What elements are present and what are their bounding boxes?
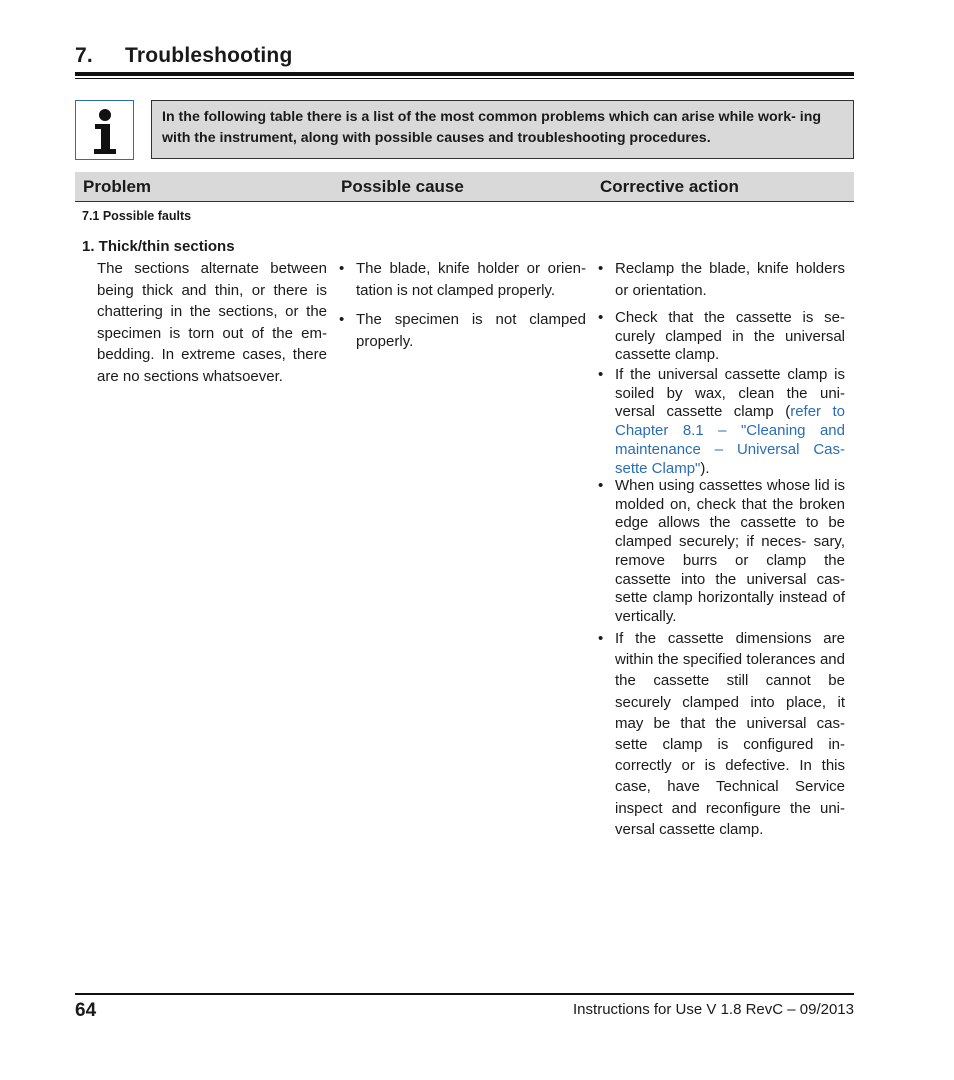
header-corrective-action: Corrective action — [600, 177, 739, 196]
chapter-number: 7. — [75, 44, 93, 67]
page-number: 64 — [75, 1000, 97, 1021]
heading-rule-thin — [75, 78, 854, 79]
bullet-icon: • — [598, 477, 604, 494]
document-version: Instructions for Use V 1.8 RevC – 09/2013 — [573, 1001, 854, 1018]
action-item — [598, 258, 845, 302]
heading-rule-thick — [75, 72, 854, 76]
action-text: Check that the cassette is se- curely clamped in the universal cassette clamp. — [615, 309, 845, 364]
action-text: Reclamp the blade, knife holders or orientation. — [615, 260, 845, 299]
section-label: 7.1 Possible faults — [82, 209, 192, 223]
footer-rule — [75, 993, 854, 995]
chapter-title — [75, 44, 292, 68]
cause-text: The specimen is not clamped properly. — [356, 311, 586, 350]
action-text: If the cassette dimensions are within the specified tolerances and the cassette still cannot be securely clamped into place, it may be that the universal cas- sette clamp is configured in- correctly or is defective. In this case, have Technical Service inspect and reconfigure the uni- versal cassette clamp. — [615, 630, 845, 838]
table-header — [75, 172, 854, 202]
cause-item — [339, 258, 586, 302]
bullet-icon: • — [598, 366, 604, 383]
bullet-icon: • — [339, 311, 345, 328]
action-text: If the universal cassette clamp is soiled by wax, clean the uni- versal cassette clamp ( — [615, 366, 845, 421]
info-note: In the following table there is a list of the most common problems which can arise while work- ing with the instrument, along with possible causes and troubleshooting procedures. — [151, 100, 854, 159]
bullet-icon: • — [339, 260, 345, 277]
bullet-icon: • — [598, 260, 604, 277]
header-problem: Problem — [83, 177, 152, 196]
action-item — [598, 366, 845, 478]
cause-text: The blade, knife holder or orien- tation is not clamped properly. — [356, 260, 586, 299]
cause-item — [339, 309, 586, 353]
problem-description: The sections alternate between being thick and thin, or there is chattering in the sections, or the specimen is torn out of the em- bedding. In extreme cases, there are no sections whatsoever. — [97, 260, 327, 385]
action-item — [598, 628, 845, 840]
action-item — [598, 477, 845, 627]
chapter-title-text: Troubleshooting — [125, 44, 293, 67]
info-icon — [75, 100, 134, 160]
action-text: When using cassettes whose lid is molded on, check that the broken edge allows the cassette to be clamped securely; if neces- sary, remove burrs or clamp the cassette into the universal cas- sette clamp horizontally instead of vertically. — [615, 477, 845, 625]
chapter-reference-link[interactable]: refer to Chapter 8.1 – "Cleaning and maintenance – Universal Cas- sette Clamp" — [615, 403, 845, 477]
action-item — [598, 309, 845, 365]
header-possible-cause: Possible cause — [341, 177, 464, 196]
bullet-icon: • — [598, 309, 604, 326]
action-text-end: ). — [700, 459, 710, 477]
bullet-icon: • — [598, 630, 604, 647]
fault-title: 1. Thick/thin sections — [82, 238, 235, 255]
